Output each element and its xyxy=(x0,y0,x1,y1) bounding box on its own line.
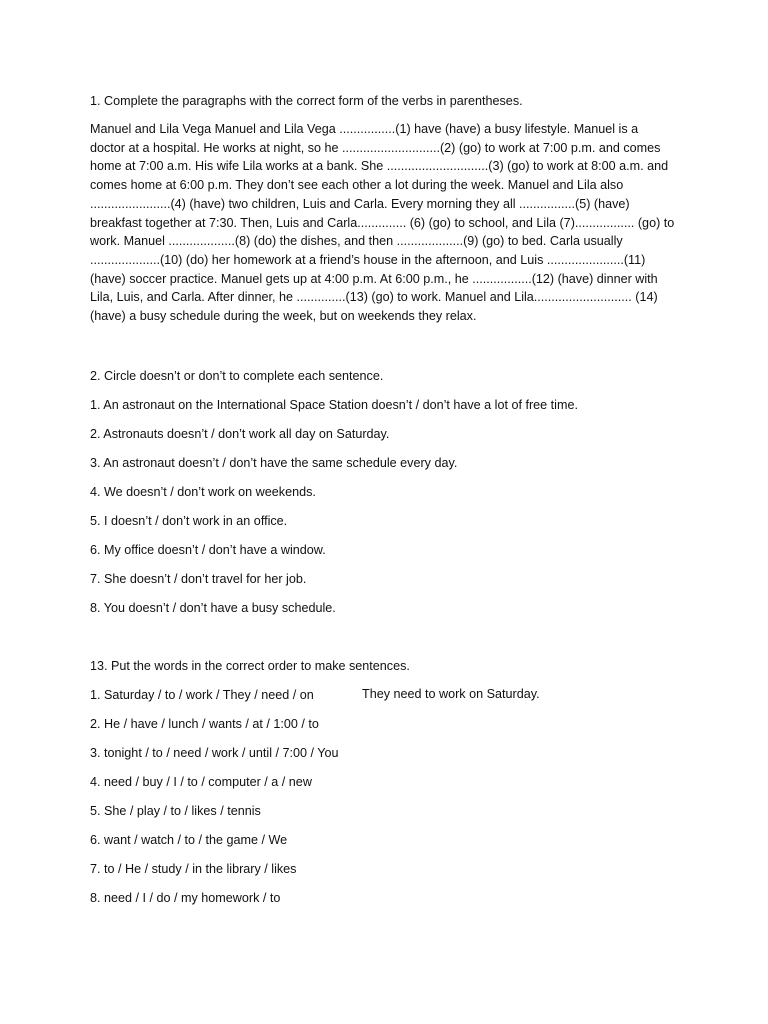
section2-item: 8. You doesn’t / don’t have a busy schedule. xyxy=(90,601,336,615)
section2-heading: 2. Circle doesn’t or don’t to complete each sentence. xyxy=(90,369,384,383)
section3-item: 2. He / have / lunch / wants / at / 1:00 / to xyxy=(90,717,319,731)
section3-heading: 13. Put the words in the correct order to make sentences. xyxy=(90,659,410,673)
section2-item: 4. We doesn’t / don’t work on weekends. xyxy=(90,485,316,499)
section3-item: 4. need / buy / I / to / computer / a / new xyxy=(90,775,312,789)
section2-item: 2. Astronauts doesn’t / don’t work all day on Saturday. xyxy=(90,427,390,441)
section3-item: 8. need / I / do / my homework / to xyxy=(90,891,281,905)
section3-item: 6. want / watch / to / the game / We xyxy=(90,833,288,847)
section3-item: 7. to / He / study / in the library / likes xyxy=(90,862,297,876)
section1-heading: 1. Complete the paragraphs with the correct form of the verbs in parentheses. xyxy=(90,94,523,108)
section2-item: 5. I doesn’t / don’t work in an office. xyxy=(90,514,288,528)
section3-item: 1. Saturday / to / work / They / need / on xyxy=(90,688,314,702)
section3-item: 5. She / play / to / likes / tennis xyxy=(90,804,261,818)
section2-item: 3. An astronaut doesn’t / don’t have the same schedule every day. xyxy=(90,456,458,470)
example-answer: They need to work on Saturday. xyxy=(362,687,540,701)
section1-paragraph: Manuel and Lila Vega Manuel and Lila Vega ................(1) have (have) a busy lifestyle. Manuel is a doctor at a hospital. He works at night, so he ............................(2) (go) to work at 7:00 p.m. and comes home at 7:00 a.m. His wife Lila works at a bank. She .............................(3) (go) to work at 8:00 a.m. and comes home at 6:00 p.m. They don’t see each other a lot during the week. Manuel and Lila also .......................(4) (have) two children, Luis and Carla. Every morning they all ................(5) (have) breakfast together at 7:30. Then, Luis and Carla.............. (6) (go) to school, and Lila (7)................. (go) to work. Manuel ...................(8) (do) the dishes, and then ...................(9) (go) to bed. Carla usually ....................(10) (do) her homework at a friend’s house in the afternoon, and Luis ......................(11) (have) soccer practice. Manuel gets up at 4:00 p.m. At 6:00 p.m., he .................(12) (have) dinner with Lila, Luis, and Carla. After dinner, he ..............(13) (go) to work. Manuel and Lila............................ (14) (have) a busy schedule during the week, but on weekends they relax. xyxy=(90,122,675,324)
section3-item: 3. tonight / to / need / work / until / 7:00 / You xyxy=(90,746,339,760)
section2-item: 7. She doesn’t / don’t travel for her job. xyxy=(90,572,307,586)
section2-item: 6. My office doesn’t / don’t have a window. xyxy=(90,543,326,557)
section2-item: 1. An astronaut on the International Space Station doesn’t / don’t have a lot of free time. xyxy=(90,398,578,412)
